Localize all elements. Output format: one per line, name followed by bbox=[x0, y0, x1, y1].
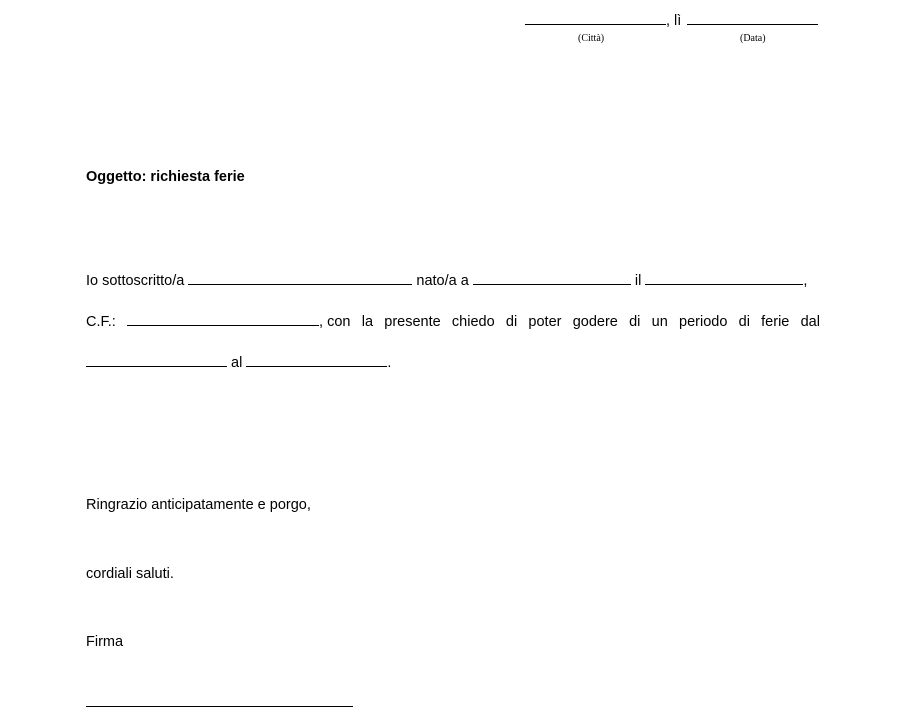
word: godere bbox=[572, 314, 618, 330]
thanks-text: Ringrazio anticipatamente e porgo, bbox=[86, 497, 311, 513]
undersigned-label: Io sottoscritto/a bbox=[86, 273, 185, 289]
signature-label: Firma bbox=[86, 634, 124, 650]
word: ferie bbox=[761, 314, 790, 330]
word: dal bbox=[800, 314, 820, 330]
birthdate-blank[interactable] bbox=[645, 272, 803, 285]
date-blank[interactable] bbox=[687, 12, 818, 25]
city-caption: (Città) bbox=[578, 33, 605, 44]
word: la bbox=[361, 314, 374, 330]
period-text: . bbox=[387, 355, 392, 371]
born-in-label: nato/a a bbox=[416, 273, 469, 289]
signature-line[interactable] bbox=[86, 706, 353, 707]
body-line-3 bbox=[86, 354, 820, 371]
word: di bbox=[505, 314, 518, 330]
word: di bbox=[629, 314, 641, 330]
body-line-1 bbox=[86, 272, 820, 289]
to-date-blank[interactable] bbox=[246, 354, 387, 367]
fiscal-code-blank[interactable] bbox=[127, 313, 319, 326]
word: di bbox=[738, 314, 750, 330]
fiscal-code-group bbox=[127, 313, 350, 330]
city-field[interactable] bbox=[525, 12, 818, 29]
word: poter bbox=[528, 314, 562, 330]
birthplace-blank[interactable] bbox=[473, 272, 631, 285]
name-blank[interactable] bbox=[188, 272, 412, 285]
subject-heading: Oggetto: richiesta ferie bbox=[86, 169, 245, 185]
greetings-text: cordiali saluti. bbox=[86, 566, 174, 582]
word: periodo bbox=[679, 314, 728, 330]
to-label: al bbox=[231, 355, 243, 371]
on-date-label: il bbox=[634, 273, 642, 289]
word: chiedo bbox=[451, 314, 495, 330]
city-blank[interactable] bbox=[525, 12, 666, 25]
comma-li-text: , lì bbox=[666, 13, 682, 29]
word: presente bbox=[384, 314, 441, 330]
body-line-2 bbox=[86, 313, 820, 330]
from-date-blank[interactable] bbox=[86, 354, 227, 367]
comma-text: , bbox=[803, 273, 808, 289]
word: , con bbox=[319, 314, 351, 330]
word: un bbox=[651, 314, 668, 330]
fiscal-code-label: C.F.: bbox=[86, 314, 116, 330]
date-caption: (Data) bbox=[740, 33, 766, 44]
